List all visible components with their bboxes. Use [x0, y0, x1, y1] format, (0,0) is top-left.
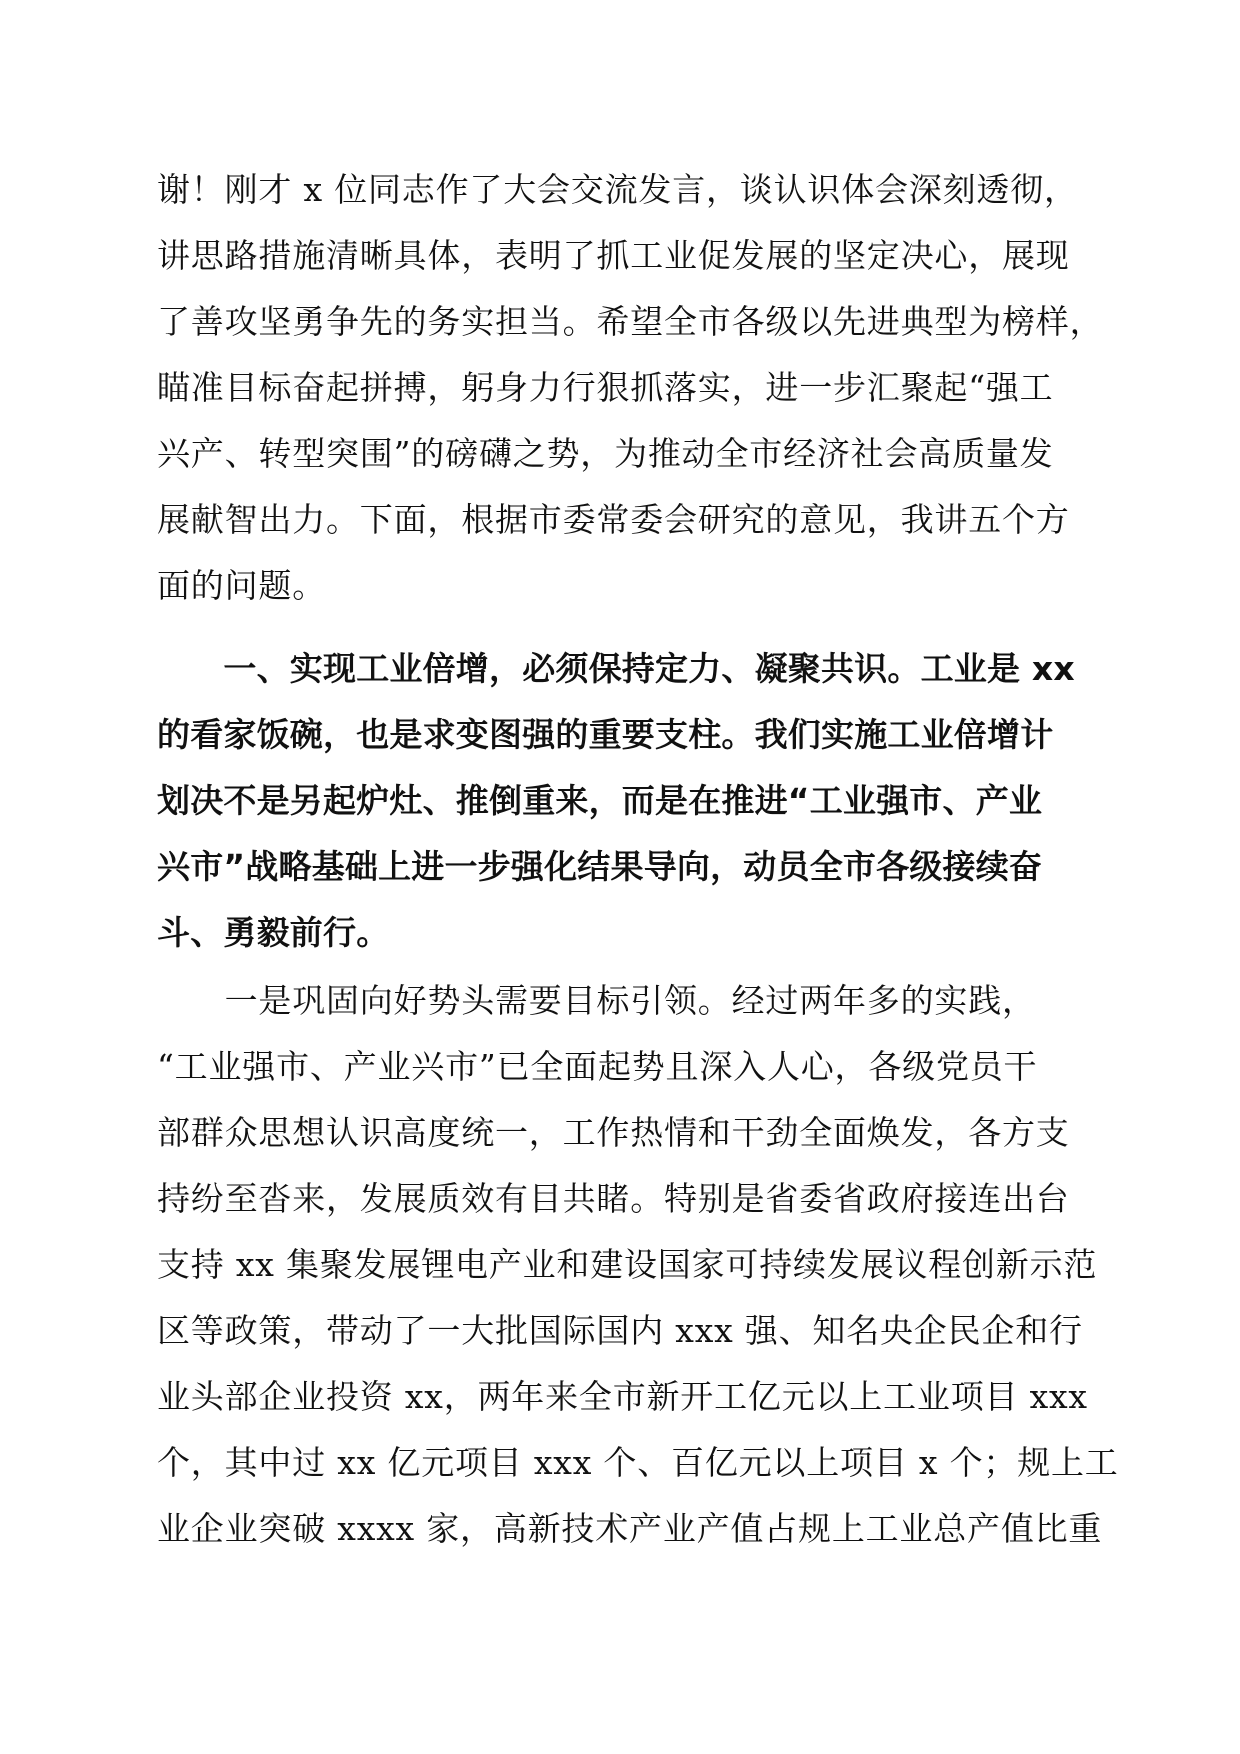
text-line: 谢！刚才 x 位同志作了大会交流发言，谈认识体会深刻透彻，	[157, 170, 1078, 209]
text-line: 讲思路措施清晰具体，表明了抓工业促发展的坚定决心，展现	[157, 236, 1070, 275]
text-line: 兴产、转型突围”的磅礴之势，为推动全市经济社会高质量发	[157, 434, 1054, 473]
heading-line: 的看家饭碗，也是求变图强的重要支柱。我们实施工业倍增计	[157, 715, 1054, 754]
text-line: 支持 xx 集聚发展锂电产业和建设国家可持续发展议程创新示范	[157, 1245, 1098, 1284]
text-line: 部群众思想认识高度统一，工作热情和干劲全面焕发，各方支	[157, 1113, 1070, 1152]
text-line: 业头部企业投资 xx，两年来全市新开工亿元以上工业项目 xxx	[157, 1377, 1088, 1416]
text-line: 瞄准目标奋起拼搏，躬身力行狠抓落实，进一步汇聚起“强工	[157, 368, 1054, 407]
text-line: 展献智出力。下面，根据市委常委会研究的意见，我讲五个方	[157, 500, 1070, 539]
text-line: “工业强市、产业兴市”已全面起势且深入人心，各级党员干	[157, 1047, 1038, 1086]
heading-line: 兴市”战略基础上进一步强化结果导向，动员全市各级接续奋	[157, 847, 1043, 886]
heading-line: 斗、勇毅前行。	[157, 913, 390, 952]
section-heading-paragraph	[157, 636, 1107, 966]
text-line: 区等政策，带动了一大批国际国内 xxx 强、知名央企民企和行	[157, 1311, 1083, 1350]
text-line: 个，其中过 xx 亿元项目 xxx 个、百亿元以上项目 x 个；规上工	[157, 1443, 1119, 1482]
text-line: 业企业突破 xxxx 家，高新技术产业产值占规上工业总产值比重	[157, 1509, 1103, 1548]
paragraph-point-one	[157, 968, 1119, 1562]
text-line: 持纷至沓来，发展质效有目共睹。特别是省委省政府接连出台	[157, 1179, 1070, 1218]
heading-line: 划决不是另起炉灶、推倒重来，而是在推进“工业强市、产业	[157, 781, 1043, 820]
paragraph-intro	[157, 157, 1107, 619]
text-line: 了善攻坚勇争先的务实担当。希望全市各级以先进典型为榜样，	[157, 302, 1104, 341]
text-line: 面的问题。	[157, 566, 326, 605]
heading-line: 一、实现工业倍增，必须保持定力、凝聚共识。工业是 xx	[157, 649, 1075, 688]
text-line: 一是巩固向好势头需要目标引领。经过两年多的实践，	[157, 981, 1036, 1020]
